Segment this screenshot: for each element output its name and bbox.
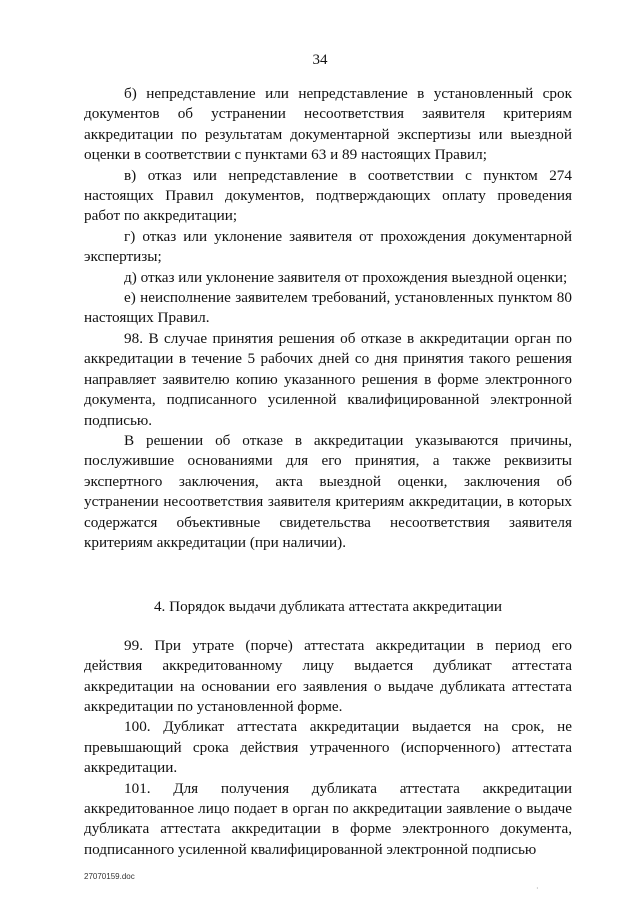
paragraph-item-e: е) неисполнение заявителем требований, установленных пунктом 80 настоящих Правил.	[84, 289, 572, 327]
paragraph-item-d: д) отказ или уклонение заявителя от прохождения выездной оценки;	[124, 268, 568, 286]
paragraph-100: 100. Дубликат аттестата аккредитации выдается на срок, не превышающий срока действия утраченного (испорченного) аттестата аккредитации.	[84, 718, 572, 777]
paragraph-101: 101. Для получения дубликата аттестата аккредитации аккредитованное лицо подает в орган по аккредитации заявление о выдаче дубликата аттестата аккредитации в форме электронного документа, подписанного усиленной квалифицированной электронной подписью	[84, 779, 572, 858]
section-heading: 4. Порядок выдачи дубликата аттестата аккредитации	[153, 598, 503, 616]
paragraph-refusal-decision: В решении об отказе в аккредитации указываются причины, послужившие основаниями для его принятия, а также реквизиты экспертного заключения, акта выездной оценки, заключения об устранении несоответствия заявителя критериям аккредитации, в которых содержатся объективные свидетельства несоответствия заявителя критериям аккредитации (при наличии).	[84, 431, 572, 551]
page-number: 34	[312, 52, 328, 68]
scan-mark: ·	[536, 884, 539, 893]
paragraph-98: 98. В случае принятия решения об отказе в аккредитации орган по аккредитации в течение 5 рабочих дней со дня принятия такого решения направляет заявителю копию указанного решения в форме электронного документа, подписанного усиленной квалифицированной электронной подписью.	[84, 329, 572, 429]
paragraph-item-g: г) отказ или уклонение заявителя от прохождения документарной экспертизы;	[84, 227, 572, 266]
paragraph-99: 99. При утрате (порче) аттестата аккредитации в период его действия аккредитованному лицу выдается дубликат аттестата аккредитации на основании его заявления о выдаче дубликата аттестата аккредитации по установленной форме.	[84, 636, 572, 715]
paragraph-item-v: в) отказ или непредставление в соответствии с пунктом 274 настоящих Правил документов, подтверждающих оплату проведения работ по аккредитации;	[84, 166, 572, 225]
document-body	[84, 84, 572, 860]
footer-filename: 27070159.doc	[84, 872, 135, 881]
paragraph-item-b: б) непредставление или непредставление в установленный срок документов об устранении несоответствия заявителя критериям аккредитации по результатам документарной экспертизы или выездной оценки в соответствии с пунктами 63 и 89 настоящих Правил;	[84, 85, 572, 164]
